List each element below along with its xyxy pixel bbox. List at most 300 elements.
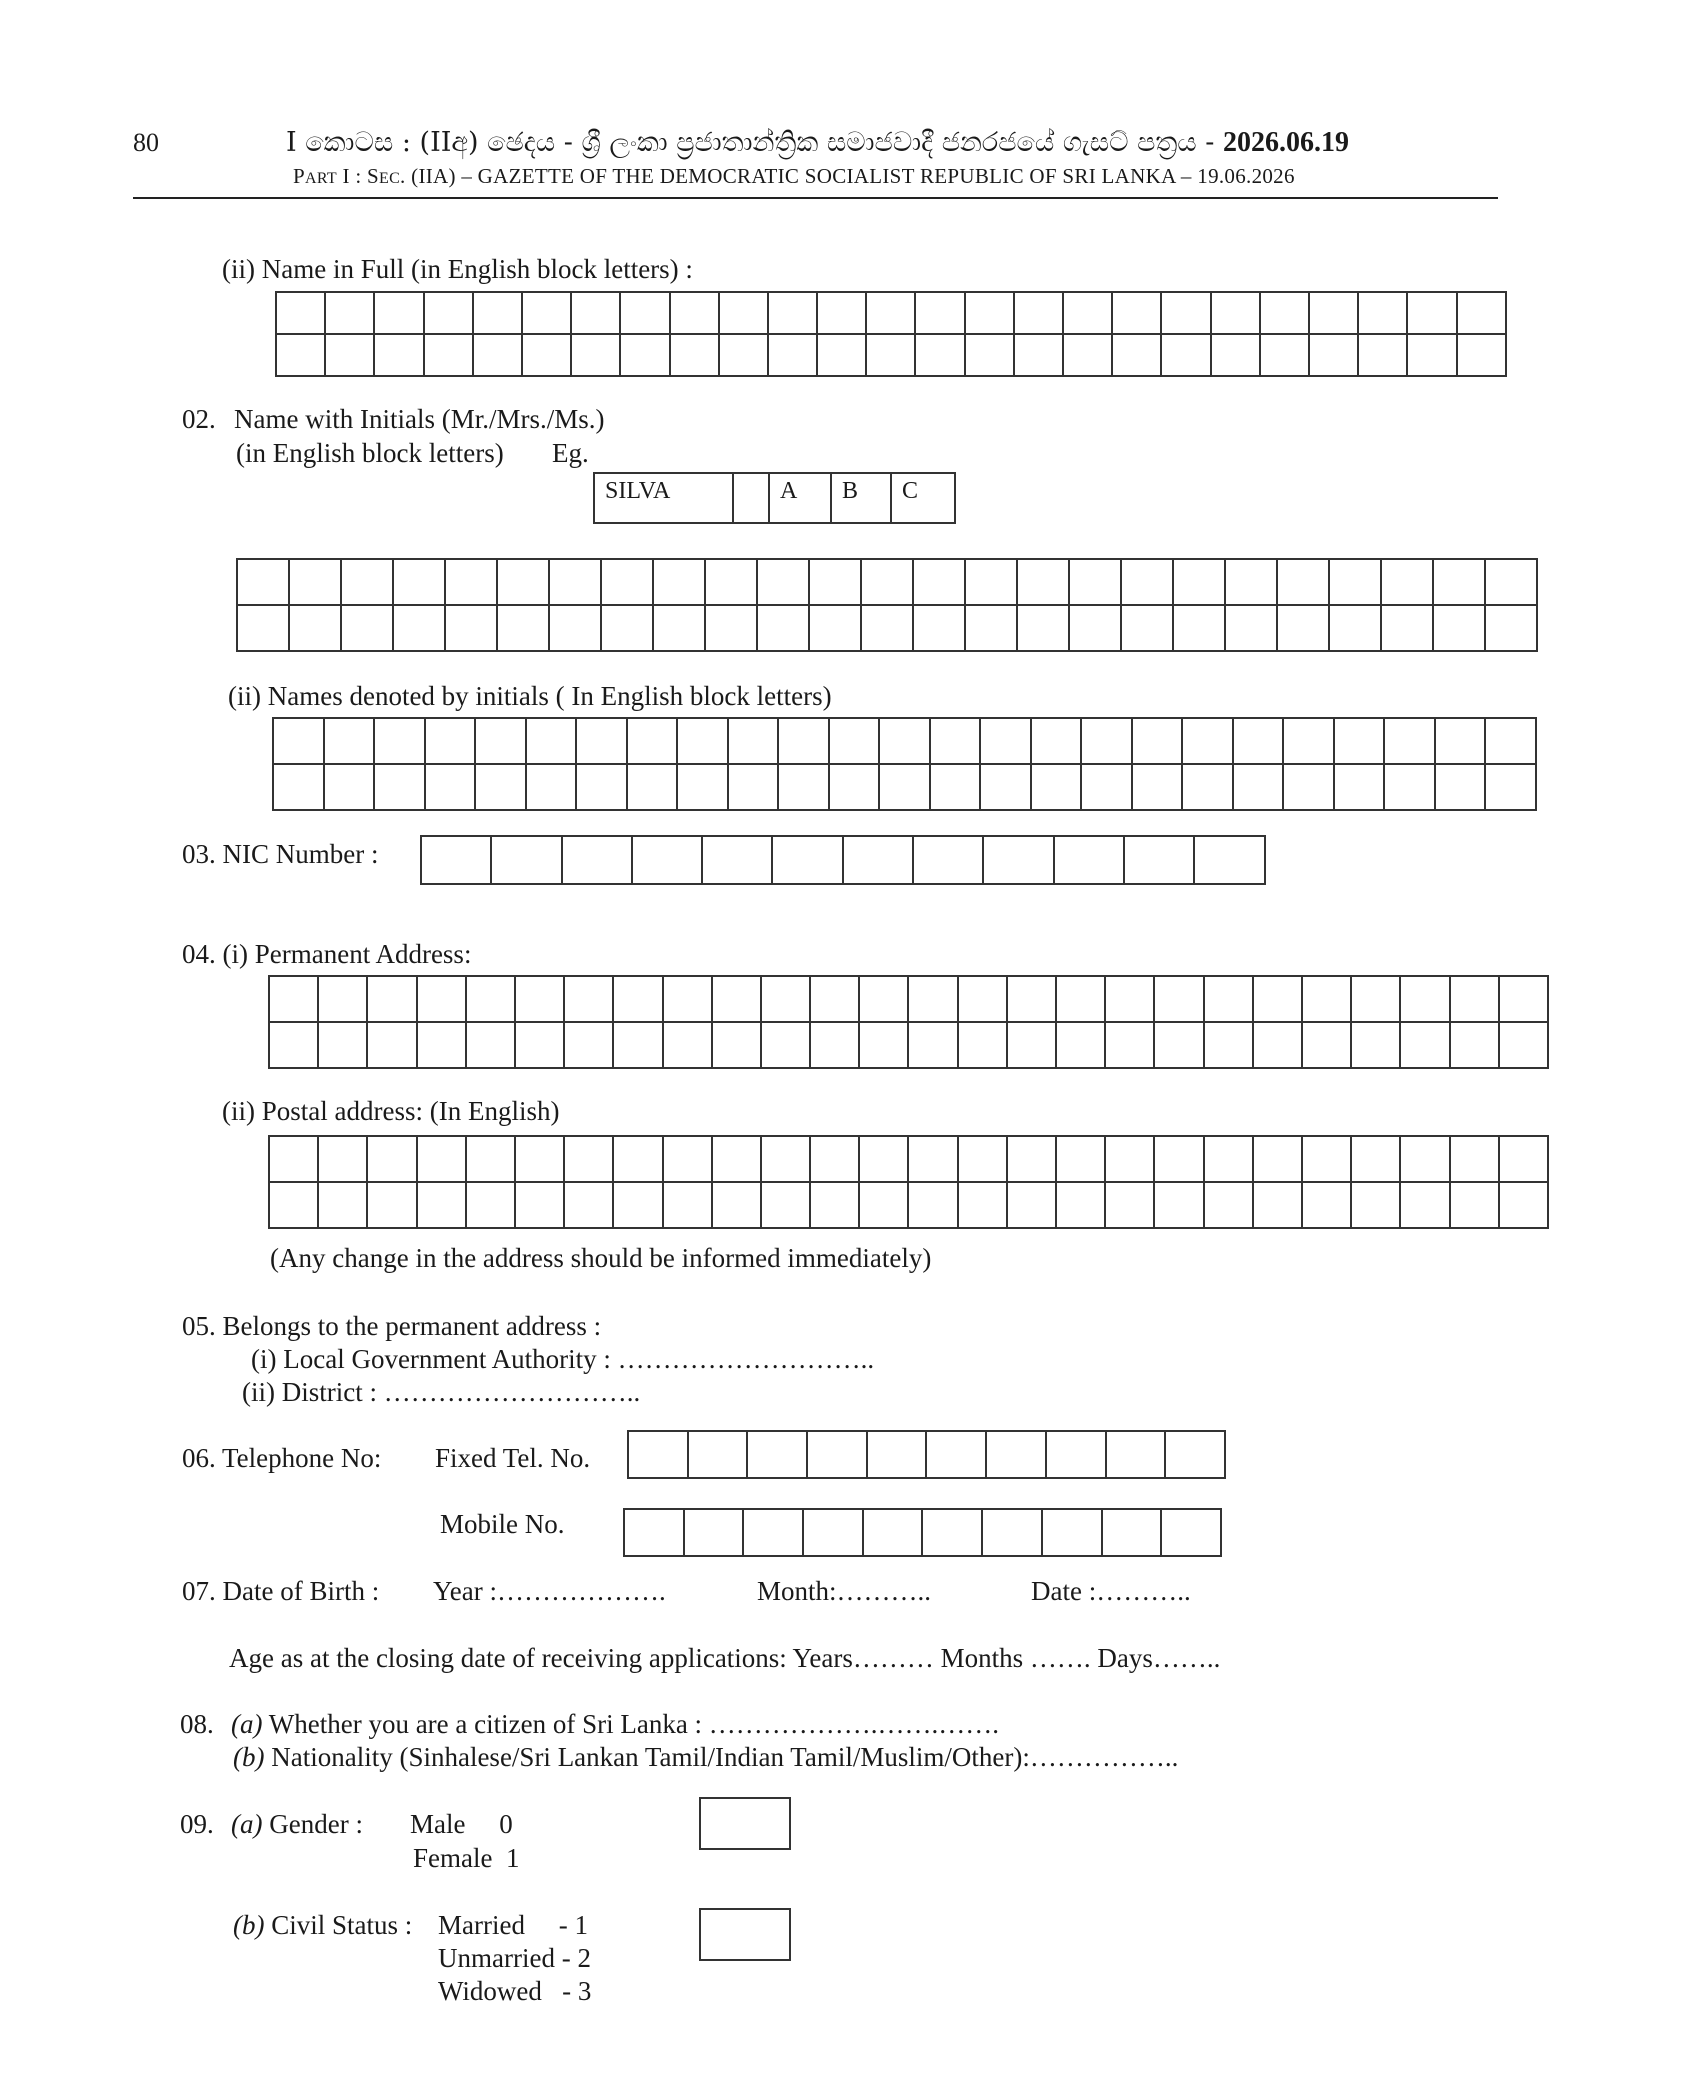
entry-cell[interactable] — [1017, 605, 1069, 651]
entry-cell[interactable] — [712, 976, 761, 1022]
entry-cell[interactable] — [1124, 836, 1194, 884]
permanent-address-grid[interactable] — [268, 975, 1549, 1069]
entry-cell[interactable] — [1253, 1182, 1302, 1228]
entry-cell[interactable] — [417, 1136, 466, 1182]
entry-cell[interactable] — [1457, 292, 1506, 334]
entry-cell[interactable] — [768, 292, 817, 334]
entry-cell[interactable] — [1106, 1431, 1166, 1478]
entry-cell[interactable] — [1260, 334, 1309, 376]
entry-cell[interactable] — [632, 836, 702, 884]
entry-cell[interactable] — [425, 764, 476, 810]
entry-cell[interactable] — [1485, 718, 1536, 764]
entry-cell[interactable] — [273, 718, 324, 764]
mobile-no-grid[interactable] — [623, 1508, 1222, 1557]
entry-cell[interactable] — [803, 1509, 863, 1556]
entry-cell[interactable] — [425, 718, 476, 764]
entry-cell[interactable] — [417, 976, 466, 1022]
entry-cell[interactable] — [663, 1022, 712, 1068]
entry-cell[interactable] — [1499, 1136, 1548, 1182]
entry-cell[interactable] — [1225, 559, 1277, 605]
entry-cell[interactable] — [1233, 764, 1284, 810]
entry-cell[interactable] — [627, 764, 678, 810]
entry-cell[interactable] — [982, 1509, 1042, 1556]
entry-cell[interactable] — [1105, 1022, 1154, 1068]
entry-cell[interactable] — [807, 1431, 867, 1478]
entry-cell[interactable] — [728, 764, 779, 810]
entry-cell[interactable] — [620, 292, 669, 334]
entry-cell[interactable] — [1121, 559, 1173, 605]
entry-cell[interactable] — [712, 1182, 761, 1228]
entry-cell[interactable] — [497, 605, 549, 651]
entry-cell[interactable] — [922, 1509, 982, 1556]
entry-cell[interactable] — [367, 976, 416, 1022]
entry-cell[interactable] — [1351, 1022, 1400, 1068]
entry-cell[interactable] — [1499, 976, 1548, 1022]
entry-cell[interactable] — [1485, 559, 1537, 605]
entry-cell[interactable] — [908, 1136, 957, 1182]
entry-cell[interactable] — [1400, 976, 1449, 1022]
entry-cell[interactable] — [269, 1182, 318, 1228]
entry-cell[interactable] — [1450, 976, 1499, 1022]
entry-cell[interactable] — [861, 605, 913, 651]
postal-address-grid[interactable] — [268, 1135, 1549, 1229]
entry-cell[interactable] — [613, 1022, 662, 1068]
entry-cell[interactable] — [859, 1022, 908, 1068]
entry-cell[interactable] — [712, 1136, 761, 1182]
name-full-grid[interactable] — [275, 291, 1507, 377]
entry-cell[interactable] — [958, 1136, 1007, 1182]
entry-cell[interactable] — [980, 718, 1031, 764]
entry-cell[interactable] — [1283, 718, 1334, 764]
entry-cell[interactable] — [576, 718, 627, 764]
entry-cell[interactable] — [761, 1136, 810, 1182]
entry-cell[interactable] — [341, 559, 393, 605]
entry-cell[interactable] — [1154, 1136, 1203, 1182]
entry-cell[interactable] — [1204, 1182, 1253, 1228]
entry-cell[interactable] — [289, 605, 341, 651]
entry-cell[interactable] — [1334, 718, 1385, 764]
entry-cell[interactable] — [810, 1022, 859, 1068]
entry-cell[interactable] — [276, 292, 325, 334]
entry-cell[interactable] — [276, 334, 325, 376]
entry-cell[interactable] — [341, 605, 393, 651]
name-initials-grid[interactable] — [236, 558, 1538, 652]
entry-cell[interactable] — [757, 559, 809, 605]
q08-a-text: Whether you are a citizen of Sri Lanka : ……………….…….……. — [262, 1709, 1000, 1739]
entry-cell[interactable] — [367, 1136, 416, 1182]
entry-cell[interactable] — [1351, 976, 1400, 1022]
entry-cell[interactable] — [613, 976, 662, 1022]
entry-cell[interactable] — [810, 1136, 859, 1182]
entry-cell[interactable] — [1253, 1136, 1302, 1182]
entry-cell[interactable] — [421, 836, 491, 884]
entry-cell[interactable] — [325, 334, 374, 376]
entry-cell[interactable] — [318, 976, 367, 1022]
entry-cell[interactable] — [1014, 292, 1063, 334]
entry-cell[interactable] — [628, 1431, 688, 1478]
entry-cell[interactable] — [719, 334, 768, 376]
q08-b — [233, 1742, 1178, 1773]
entry-cell[interactable] — [269, 1022, 318, 1068]
entry-cell[interactable] — [515, 976, 564, 1022]
entry-cell[interactable] — [1302, 1136, 1351, 1182]
entry-cell[interactable] — [1105, 1136, 1154, 1182]
entry-cell[interactable] — [743, 1509, 803, 1556]
entry-cell[interactable] — [1381, 605, 1433, 651]
entry-cell[interactable] — [237, 605, 289, 651]
entry-cell[interactable] — [1017, 559, 1069, 605]
entry-cell[interactable] — [564, 976, 613, 1022]
entry-cell[interactable] — [1233, 718, 1284, 764]
entry-cell[interactable] — [1400, 1136, 1449, 1182]
entry-cell[interactable] — [859, 1182, 908, 1228]
entry-cell[interactable] — [677, 718, 728, 764]
entry-cell[interactable] — [1384, 764, 1435, 810]
entry-cell[interactable] — [515, 1022, 564, 1068]
entry-cell[interactable] — [466, 976, 515, 1022]
nic-number-grid[interactable] — [420, 835, 1266, 885]
entry-cell[interactable] — [1154, 976, 1203, 1022]
entry-cell[interactable] — [417, 1182, 466, 1228]
entry-cell[interactable] — [670, 292, 719, 334]
entry-cell[interactable] — [576, 764, 627, 810]
entry-cell[interactable] — [1204, 1136, 1253, 1182]
entry-cell[interactable] — [1182, 718, 1233, 764]
entry-cell[interactable] — [1302, 1022, 1351, 1068]
entry-cell[interactable] — [1121, 605, 1173, 651]
entry-cell[interactable] — [965, 559, 1017, 605]
entry-cell[interactable] — [1204, 976, 1253, 1022]
entry-cell[interactable] — [466, 1182, 515, 1228]
entry-cell[interactable] — [1351, 1182, 1400, 1228]
entry-cell[interactable] — [908, 1182, 957, 1228]
entry-cell[interactable] — [549, 605, 601, 651]
entry-cell[interactable] — [653, 559, 705, 605]
entry-cell[interactable] — [473, 334, 522, 376]
entry-cell[interactable] — [859, 1136, 908, 1182]
entry-cell[interactable] — [1042, 1509, 1102, 1556]
entry-cell[interactable] — [810, 1182, 859, 1228]
entry-cell[interactable] — [1046, 1431, 1106, 1478]
entry-cell[interactable] — [289, 559, 341, 605]
entry-cell[interactable] — [475, 764, 526, 810]
entry-cell[interactable] — [1485, 764, 1536, 810]
entry-cell[interactable] — [983, 836, 1053, 884]
entry-cell[interactable] — [318, 1182, 367, 1228]
entry-cell[interactable] — [1225, 605, 1277, 651]
entry-cell[interactable] — [445, 605, 497, 651]
entry-cell[interactable] — [1173, 605, 1225, 651]
entry-cell[interactable] — [757, 605, 809, 651]
entry-cell[interactable] — [677, 764, 728, 810]
entry-cell[interactable] — [702, 836, 772, 884]
entry-cell[interactable] — [1485, 605, 1537, 651]
entry-cell[interactable] — [374, 764, 425, 810]
entry-cell[interactable] — [809, 605, 861, 651]
entry-cell[interactable] — [1358, 334, 1407, 376]
entry-cell[interactable] — [445, 559, 497, 605]
entry-cell[interactable] — [1400, 1022, 1449, 1068]
entry-cell[interactable] — [367, 1182, 416, 1228]
entry-cell[interactable] — [663, 1182, 712, 1228]
entry-cell[interactable] — [1161, 1509, 1221, 1556]
entry-cell[interactable] — [817, 334, 866, 376]
entry-cell[interactable] — [926, 1431, 986, 1478]
entry-cell[interactable] — [1433, 605, 1485, 651]
entry-cell[interactable] — [980, 764, 1031, 810]
entry-cell[interactable] — [719, 292, 768, 334]
entry-cell[interactable] — [393, 605, 445, 651]
fixed-tel-grid[interactable] — [627, 1430, 1226, 1479]
entry-cell[interactable] — [1102, 1509, 1162, 1556]
entry-cell[interactable] — [620, 334, 669, 376]
entry-cell[interactable] — [1132, 718, 1183, 764]
entry-cell[interactable] — [1435, 764, 1486, 810]
entry-cell[interactable] — [810, 976, 859, 1022]
entry-cell[interactable] — [965, 605, 1017, 651]
entry-cell[interactable] — [1007, 1136, 1056, 1182]
entry-cell[interactable] — [1056, 1182, 1105, 1228]
entry-cell[interactable] — [1457, 334, 1506, 376]
entry-cell[interactable] — [1112, 334, 1161, 376]
entry-cell[interactable] — [324, 718, 375, 764]
entry-cell[interactable] — [374, 292, 423, 334]
entry-cell[interactable] — [913, 559, 965, 605]
entry-cell[interactable] — [1499, 1182, 1548, 1228]
entry-cell[interactable] — [761, 976, 810, 1022]
entry-cell[interactable] — [861, 559, 913, 605]
entry-cell[interactable] — [324, 764, 375, 810]
entry-cell[interactable] — [475, 718, 526, 764]
entry-cell[interactable] — [843, 836, 913, 884]
entry-cell[interactable] — [1056, 1022, 1105, 1068]
entry-cell[interactable] — [237, 559, 289, 605]
entry-cell[interactable] — [829, 718, 880, 764]
entry-cell[interactable] — [526, 718, 577, 764]
entry-cell[interactable] — [325, 292, 374, 334]
entry-cell[interactable] — [829, 764, 880, 810]
entry-cell[interactable] — [393, 559, 445, 605]
entry-cell[interactable] — [1105, 976, 1154, 1022]
entry-cell[interactable] — [684, 1509, 744, 1556]
entry-cell[interactable] — [571, 292, 620, 334]
entry-cell[interactable] — [1253, 976, 1302, 1022]
entry-cell[interactable] — [269, 976, 318, 1022]
entry-cell[interactable] — [930, 764, 981, 810]
entry-cell[interactable] — [1329, 559, 1381, 605]
entry-cell[interactable] — [1329, 605, 1381, 651]
entry-cell[interactable] — [866, 292, 915, 334]
entry-cell[interactable] — [562, 836, 632, 884]
entry-cell[interactable] — [1069, 605, 1121, 651]
entry-cell[interactable] — [318, 1136, 367, 1182]
entry-cell[interactable] — [778, 764, 829, 810]
entry-cell[interactable] — [1105, 1182, 1154, 1228]
entry-cell[interactable] — [273, 764, 324, 810]
entry-cell[interactable] — [1302, 976, 1351, 1022]
q08-b-text: Nationality (Sinhalese/Sri Lankan Tamil/Indian Tamil/Muslim/Other):…………….. — [264, 1742, 1179, 1772]
entry-cell[interactable] — [1063, 292, 1112, 334]
entry-cell[interactable] — [564, 1022, 613, 1068]
entry-cell[interactable] — [1194, 836, 1264, 884]
entry-cell[interactable] — [747, 1431, 807, 1478]
entry-cell[interactable] — [908, 1022, 957, 1068]
entry-cell[interactable] — [473, 292, 522, 334]
entry-cell[interactable] — [526, 764, 577, 810]
entry-cell[interactable] — [424, 292, 473, 334]
entry-cell[interactable] — [1253, 1022, 1302, 1068]
entry-cell[interactable] — [417, 1022, 466, 1068]
entry-cell[interactable] — [424, 334, 473, 376]
entry-cell[interactable] — [867, 1431, 927, 1478]
entry-cell[interactable] — [1132, 764, 1183, 810]
entry-cell[interactable] — [571, 334, 620, 376]
entry-cell[interactable] — [1161, 292, 1210, 334]
entry-cell[interactable] — [670, 334, 719, 376]
entry-cell[interactable] — [1277, 605, 1329, 651]
entry-cell[interactable] — [1211, 334, 1260, 376]
entry-cell[interactable] — [712, 1022, 761, 1068]
entry-cell[interactable] — [497, 559, 549, 605]
entry-cell[interactable] — [1007, 1022, 1056, 1068]
entry-cell[interactable] — [1007, 976, 1056, 1022]
entry-cell[interactable] — [1211, 292, 1260, 334]
entry-cell[interactable] — [705, 559, 757, 605]
entry-cell[interactable] — [601, 559, 653, 605]
entry-cell[interactable] — [778, 718, 829, 764]
entry-cell[interactable] — [1450, 1136, 1499, 1182]
entry-cell[interactable] — [466, 1136, 515, 1182]
entry-cell[interactable] — [1302, 1182, 1351, 1228]
entry-cell[interactable] — [466, 1022, 515, 1068]
entry-cell[interactable] — [1112, 292, 1161, 334]
entry-cell[interactable] — [1309, 334, 1358, 376]
entry-cell[interactable] — [1381, 559, 1433, 605]
entry-cell[interactable] — [809, 559, 861, 605]
entry-cell[interactable] — [653, 605, 705, 651]
entry-cell[interactable] — [491, 836, 561, 884]
entry-cell[interactable] — [915, 292, 964, 334]
entry-cell[interactable] — [761, 1022, 810, 1068]
entry-cell[interactable] — [1358, 292, 1407, 334]
entry-cell[interactable] — [1007, 1182, 1056, 1228]
entry-cell[interactable] — [859, 976, 908, 1022]
entry-cell[interactable] — [601, 605, 653, 651]
entry-cell[interactable] — [515, 1136, 564, 1182]
entry-cell[interactable] — [367, 1022, 416, 1068]
entry-cell[interactable] — [564, 1136, 613, 1182]
entry-cell[interactable] — [915, 334, 964, 376]
entry-cell[interactable] — [761, 1182, 810, 1228]
entry-cell[interactable] — [1173, 559, 1225, 605]
entry-cell[interactable] — [879, 718, 930, 764]
entry-cell[interactable] — [522, 334, 571, 376]
civil-status-input-box[interactable] — [699, 1908, 791, 1961]
entry-cell[interactable] — [549, 559, 601, 605]
entry-cell[interactable] — [772, 836, 842, 884]
entry-cell[interactable] — [374, 718, 425, 764]
entry-cell[interactable] — [1351, 1136, 1400, 1182]
entry-cell[interactable] — [663, 1136, 712, 1182]
entry-cell[interactable] — [1081, 718, 1132, 764]
entry-cell[interactable] — [1384, 718, 1435, 764]
entry-cell[interactable] — [613, 1136, 662, 1182]
entry-cell[interactable] — [1334, 764, 1385, 810]
entry-cell[interactable] — [965, 334, 1014, 376]
entry-cell[interactable] — [958, 1182, 1007, 1228]
entry-cell[interactable] — [965, 292, 1014, 334]
entry-cell[interactable] — [1063, 334, 1112, 376]
entry-cell[interactable] — [564, 1182, 613, 1228]
entry-cell[interactable] — [908, 976, 957, 1022]
entry-cell[interactable] — [627, 718, 678, 764]
entry-cell[interactable] — [913, 605, 965, 651]
entry-cell[interactable] — [1277, 559, 1329, 605]
entry-cell[interactable] — [930, 718, 981, 764]
entry-cell[interactable] — [879, 764, 930, 810]
entry-cell[interactable] — [1165, 1431, 1225, 1478]
entry-cell[interactable] — [269, 1136, 318, 1182]
entry-cell[interactable] — [1499, 1022, 1548, 1068]
entry-cell[interactable] — [1031, 718, 1082, 764]
entry-cell[interactable] — [1204, 1022, 1253, 1068]
entry-cell[interactable] — [1031, 764, 1082, 810]
entry-cell[interactable] — [863, 1509, 923, 1556]
entry-cell[interactable] — [986, 1431, 1046, 1478]
header-date: 2026.06.19 — [1223, 127, 1350, 158]
entry-cell[interactable] — [958, 1022, 1007, 1068]
entry-cell[interactable] — [318, 1022, 367, 1068]
entry-cell[interactable] — [1056, 976, 1105, 1022]
entry-cell[interactable] — [515, 1182, 564, 1228]
entry-cell[interactable] — [1407, 292, 1456, 334]
gender-input-box[interactable] — [699, 1797, 791, 1850]
entry-cell[interactable] — [1450, 1022, 1499, 1068]
entry-cell[interactable] — [374, 334, 423, 376]
entry-cell[interactable] — [1283, 764, 1334, 810]
entry-cell[interactable] — [1309, 292, 1358, 334]
entry-cell[interactable] — [1154, 1182, 1203, 1228]
entry-cell[interactable] — [705, 605, 757, 651]
entry-cell[interactable] — [1081, 764, 1132, 810]
entry-cell[interactable] — [522, 292, 571, 334]
entry-cell[interactable] — [866, 334, 915, 376]
entry-cell[interactable] — [1400, 1182, 1449, 1228]
entry-cell[interactable] — [613, 1182, 662, 1228]
names-denoted-grid[interactable] — [272, 717, 1537, 811]
entry-cell[interactable] — [1161, 334, 1210, 376]
entry-cell[interactable] — [1056, 1136, 1105, 1182]
entry-cell[interactable] — [624, 1509, 684, 1556]
entry-cell[interactable] — [1069, 559, 1121, 605]
entry-cell[interactable] — [728, 718, 779, 764]
entry-cell[interactable] — [1260, 292, 1309, 334]
entry-cell[interactable] — [817, 292, 866, 334]
entry-cell[interactable] — [1407, 334, 1456, 376]
entry-cell[interactable] — [688, 1431, 748, 1478]
entry-cell[interactable] — [663, 976, 712, 1022]
entry-cell[interactable] — [958, 976, 1007, 1022]
entry-cell[interactable] — [913, 836, 983, 884]
entry-cell[interactable] — [1433, 559, 1485, 605]
entry-cell[interactable] — [1014, 334, 1063, 376]
entry-cell[interactable] — [1182, 764, 1233, 810]
entry-cell[interactable] — [1435, 718, 1486, 764]
entry-cell[interactable] — [1450, 1182, 1499, 1228]
entry-cell[interactable] — [1154, 1022, 1203, 1068]
entry-cell[interactable] — [1054, 836, 1124, 884]
entry-cell[interactable] — [768, 334, 817, 376]
